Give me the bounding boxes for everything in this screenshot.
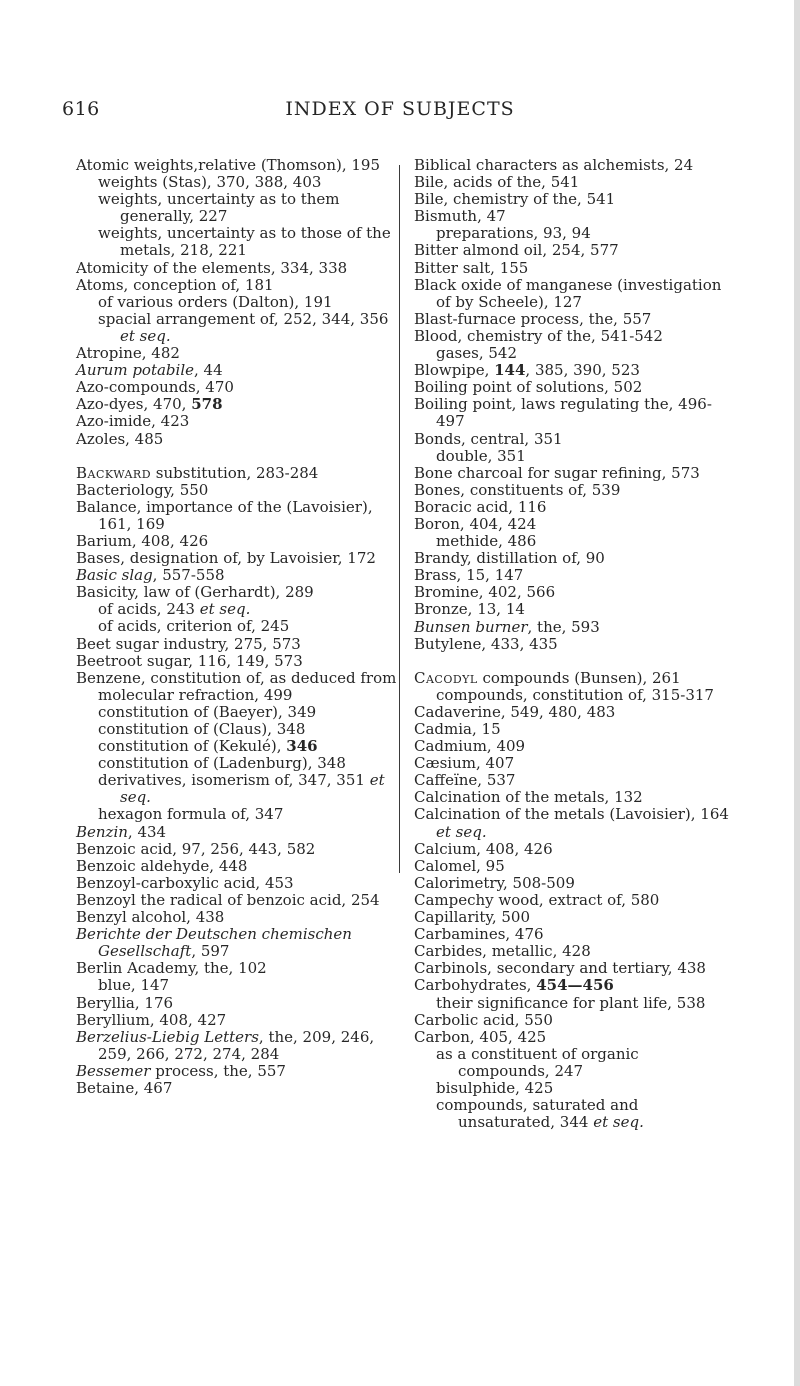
index-entry: Cadmium, 409	[414, 737, 526, 756]
index-entry: Bromine, 402, 566	[414, 583, 556, 602]
index-column-left	[76, 157, 398, 1097]
index-entry: Brandy, distillation of, 90	[414, 549, 605, 568]
section-gap	[76, 448, 398, 465]
index-entry: Benzoic acid, 97, 256, 443, 582	[76, 839, 316, 858]
index-entry: Bases, designation of, by Lavoisier, 172	[76, 549, 376, 568]
index-subentry: constitution of (Claus), 348	[98, 720, 306, 738]
index-entry: Cadaverine, 549, 480, 483	[414, 702, 616, 721]
index-entry: Backward substitution, 283-284	[76, 463, 319, 482]
index-entry: Calorimetry, 508-509	[414, 873, 575, 892]
index-subentry: as a constituent of organic compounds, 247	[436, 1044, 639, 1080]
index-entry: Benzoic aldehyde, 448	[76, 856, 248, 875]
index-entry: Azo-imide, 423	[76, 412, 190, 431]
column-divider	[399, 165, 400, 873]
index-entry: Barium, 408, 426	[76, 531, 209, 550]
index-subentry: constitution of (Ladenburg), 348	[98, 754, 346, 773]
index-entry: Caffeïne, 537	[414, 771, 516, 790]
index-entry: Bitter salt, 155	[414, 258, 529, 277]
index-entry: Berlin Academy, the, 102	[76, 959, 267, 978]
index-subentry: weights (Stas), 370, 388, 403	[98, 173, 322, 192]
index-entry: Black oxide of manganese (investigation of by Scheele), 127	[414, 275, 722, 311]
index-subentry: weights, uncertainty as to them generally, 227	[98, 190, 340, 226]
index-entry: Benzin, 434	[76, 822, 167, 841]
running-head: INDEX OF SUBJECTS	[285, 98, 515, 120]
page-edge	[794, 0, 800, 1386]
index-entry: Atoms, conception of, 181	[76, 275, 274, 294]
index-entry: Carbinols, secondary and tertiary, 438	[414, 959, 706, 978]
index-entry: Carbolic acid, 550	[414, 1010, 553, 1029]
index-entry: Azo-compounds, 470	[76, 378, 234, 397]
index-entry: Beryllia, 176	[76, 993, 174, 1012]
index-entry: Boiling point of solutions, 502	[414, 378, 643, 397]
index-entry: Brass, 15, 147	[414, 566, 524, 585]
index-entry: Campechy wood, extract of, 580	[414, 890, 660, 909]
index-entry: Calomel, 95	[414, 856, 505, 875]
index-entry: Berzelius-Liebig Letters, the, 209, 246, 259, 266, 272, 274, 284	[76, 1027, 375, 1063]
index-entry: Bone charcoal for sugar refining, 573	[414, 463, 700, 482]
index-subentry: of various orders (Dalton), 191	[98, 292, 333, 311]
index-entry: Beryllium, 408, 427	[76, 1010, 227, 1029]
index-entry: Capillarity, 500	[414, 908, 531, 927]
index-entry: Benzoyl-carboxylic acid, 453	[76, 873, 294, 892]
index-subentry: preparations, 93, 94	[436, 224, 591, 243]
index-subentry: constitution of (Baeyer), 349	[98, 702, 317, 721]
index-entry: Carbamines, 476	[414, 925, 544, 944]
index-entry: Blood, chemistry of the, 541-542	[414, 326, 663, 345]
index-entry: Carbon, 405, 425	[414, 1027, 547, 1046]
index-entry: Bile, chemistry of the, 541	[414, 190, 616, 209]
index-entry: Bronze, 13, 14	[414, 600, 525, 619]
index-subentry: spacial arrangement of, 252, 344, 356 et seq.	[98, 309, 389, 345]
index-entry: Blowpipe, 144, 385, 390, 523	[414, 361, 640, 380]
index-entry: Cacodyl compounds (Bunsen), 261	[414, 668, 681, 687]
index-subentry: constitution of (Kekulé), 346	[98, 737, 318, 756]
index-entry: Biblical characters as alchemists, 24	[414, 156, 694, 174]
index-entry: Calcination of the metals, 132	[414, 788, 643, 807]
index-subentry: double, 351	[436, 446, 526, 465]
index-subentry: compounds, saturated and unsaturated, 344 et seq.	[436, 1096, 644, 1132]
index-entry: Beet sugar industry, 275, 573	[76, 634, 301, 653]
index-entry: Bitter almond oil, 254, 577	[414, 241, 619, 260]
index-entry: Benzoyl the radical of benzoic acid, 254	[76, 890, 380, 909]
index-column-right	[414, 157, 734, 1131]
index-subentry: of acids, criterion of, 245	[98, 617, 290, 636]
index-subentry: bisulphide, 425	[436, 1078, 554, 1097]
index-entry: Basicity, law of (Gerhardt), 289	[76, 583, 314, 602]
index-entry: Boron, 404, 424	[414, 514, 537, 533]
index-entry: Carbohydrates, 454—456	[414, 976, 614, 995]
index-entry: Betaine, 467	[76, 1078, 173, 1097]
index-subentry: blue, 147	[98, 976, 170, 995]
index-entry: Bile, acids of the, 541	[414, 173, 580, 192]
index-entry: Bismuth, 47	[414, 207, 506, 226]
index-entry: Blast-furnace process, the, 557	[414, 309, 652, 328]
index-entry: Bonds, central, 351	[414, 429, 563, 448]
index-entry: Aurum potabile, 44	[76, 361, 223, 380]
index-entry: Atomicity of the elements, 334, 338	[76, 258, 348, 277]
index-entry: Azo-dyes, 470, 578	[76, 395, 223, 414]
index-entry: Benzyl alcohol, 438	[76, 908, 225, 927]
index-subentry: weights, uncertainty as to those of the metals, 218, 221	[98, 224, 391, 260]
index-entry: Atropine, 482	[76, 344, 180, 363]
index-entry: Carbides, metallic, 428	[414, 942, 591, 961]
index-entry: Beetroot sugar, 116, 149, 573	[76, 651, 303, 670]
index-entry: Butylene, 433, 435	[414, 634, 558, 653]
index-entry: Azoles, 485	[76, 429, 164, 448]
index-subentry: compounds, constitution of, 315-317	[436, 685, 714, 704]
index-entry: Berichte der Deutschen chemischen Gesellschaft, 597	[76, 925, 352, 961]
index-subentry: derivatives, isomerism of, 347, 351 et seq.	[98, 771, 385, 807]
index-entry: Bacteriology, 550	[76, 480, 209, 499]
index-entry: Cadmia, 15	[414, 720, 501, 738]
index-entry: Cæsium, 407	[414, 754, 515, 773]
index-entry: Boiling point, laws regulating the, 496-497	[414, 395, 712, 431]
index-entry: Basic slag, 557-558	[76, 566, 225, 585]
index-subentry: their significance for plant life, 538	[436, 993, 706, 1012]
index-subentry: methide, 486	[436, 532, 537, 551]
index-entry: Atomic weights,relative (Thomson), 195	[76, 156, 380, 174]
index-entry: Bessemer process, the, 557	[76, 1061, 286, 1080]
section-gap	[414, 653, 734, 670]
index-entry: Calcination of the metals (Lavoisier), 164 et seq.	[414, 805, 729, 841]
index-entry: Bones, constituents of, 539	[414, 480, 621, 499]
index-entry: Balance, importance of the (Lavoisier), 161, 169	[76, 497, 373, 533]
index-entry: Boracic acid, 116	[414, 497, 547, 516]
index-entry: Benzene, constitution of, as deduced from molecular refraction, 499	[76, 668, 397, 704]
index-subentry: gases, 542	[436, 344, 517, 363]
index-subentry: of acids, 243 et seq.	[98, 600, 251, 619]
page-number: 616	[62, 98, 100, 120]
index-entry: Bunsen burner, the, 593	[414, 617, 600, 636]
index-subentry: hexagon formula of, 347	[98, 805, 284, 824]
index-entry: Calcium, 408, 426	[414, 839, 553, 858]
